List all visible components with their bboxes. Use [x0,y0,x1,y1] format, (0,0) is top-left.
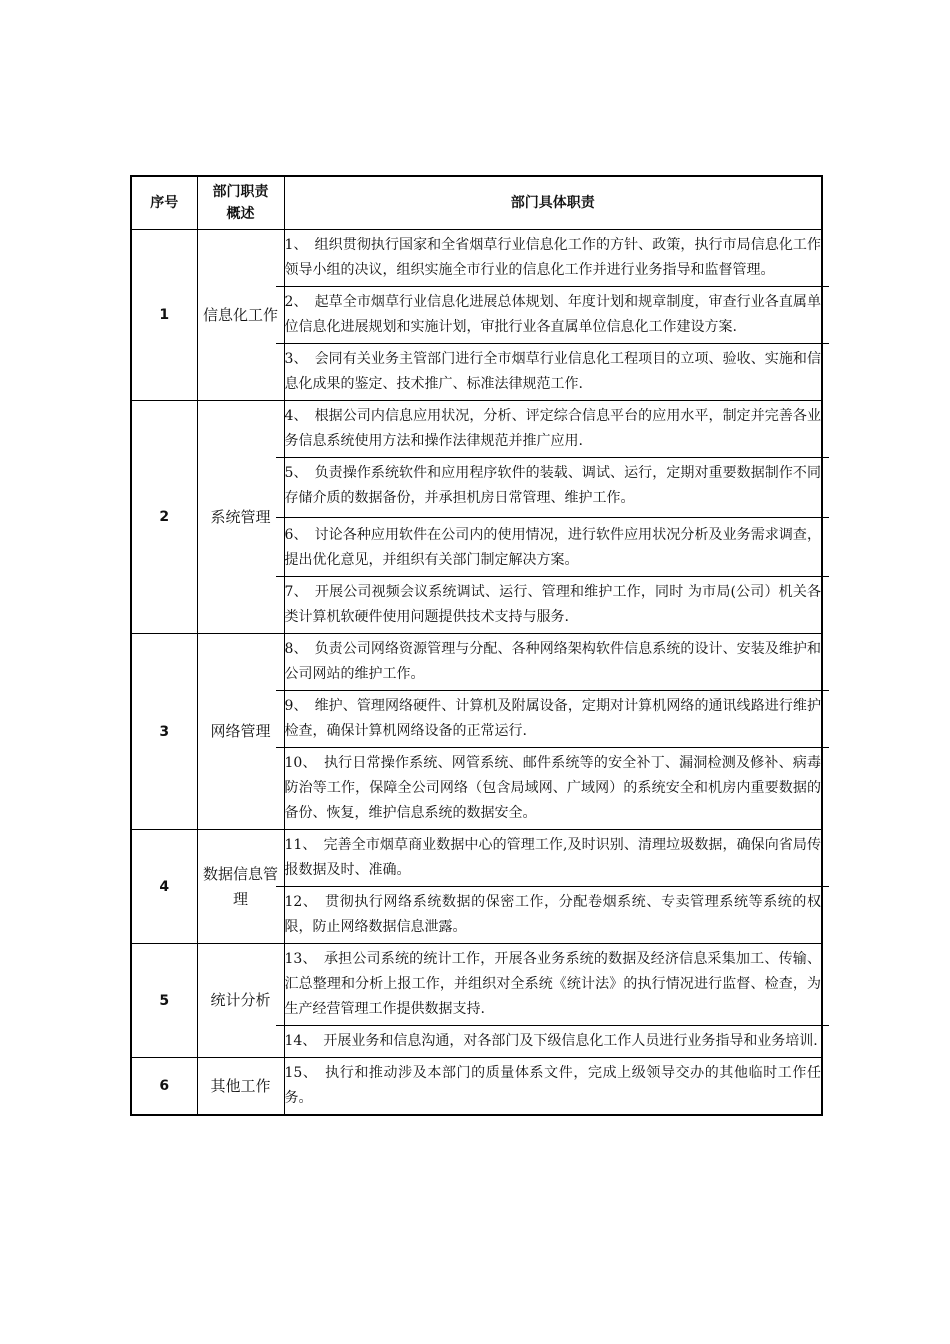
table-row [131,1058,822,1116]
table-row [131,830,822,944]
table-row [131,230,822,401]
row-details [284,830,822,944]
row-summary: 信息化工作 [197,230,284,401]
duty-item: 2、 起草全市烟草行业信息化进展总体规划、年度计划和规章制度，审查行业各直属单位信息化进展规划和实施计划，审批行业各直属单位信息化工作建设方案. [276,287,830,344]
table-row [131,944,822,1058]
row-details [284,401,822,634]
duty-item: 5、 负责操作系统软件和应用程序软件的装载、调试、运行，定期对重要数据制作不同存储介质的数据备份，并承担机房日常管理、维护工作。 [276,458,830,518]
header-no: 序号 [131,176,197,230]
row-number: 5 [131,944,197,1058]
duty-item: 13、 承担公司系统的统计工作，开展各业务系统的数据及经济信息采集加工、传输、汇总整理和分析上报工作，并组织对全系统《统计法》的执行情况进行监督、检查，为生产经营管理工作提供数据支持. [276,944,830,1026]
row-summary: 网络管理 [197,634,284,830]
duty-item: 6、 讨论各种应用软件在公司内的使用情况，进行软件应用状况分析及业务需求调查，提出优化意见，并组织有关部门制定解决方案。 [276,518,830,577]
header-detail: 部门具体职责 [284,176,822,230]
row-summary: 其他工作 [197,1058,284,1116]
row-number: 1 [131,230,197,401]
row-number: 3 [131,634,197,830]
duty-item: 12、 贯彻执行网络系统数据的保密工作，分配卷烟系统、专卖管理系统等系统的权限，防止网络数据信息泄露。 [284,894,821,935]
row-details [284,1058,822,1116]
table-row [131,401,822,634]
header-summary: 部门职责概述 [197,176,284,230]
duty-item: 11、 完善全市烟草商业数据中心的管理工作,及时识别、清理垃圾数据，确保向省局传报数据及时、准确。 [276,830,830,887]
duty-item: 9、 维护、管理网络硬件、计算机及附属设备，定期对计算机网络的通讯线路进行维护检查，确保计算机网络设备的正常运行. [276,691,830,748]
table-row [131,634,822,830]
row-number: 4 [131,830,197,944]
row-number: 6 [131,1058,197,1116]
row-summary: 数据信息管理 [197,830,284,944]
row-details [284,230,822,401]
duty-item: 10、 执行日常操作系统、网管系统、邮件系统等的安全补丁、漏洞检测及修补、病毒防治等工作，保障全公司网络（包含局域网、广域网）的系统安全和机房内重要数据的备份、恢复，维护信息系统的数据安全。 [284,755,821,821]
duty-item: 8、 负责公司网络资源管理与分配、各种网络架构软件信息系统的设计、安装及维护和公司网站的维护工作。 [276,634,830,691]
row-summary: 统计分析 [197,944,284,1058]
duty-item: 4、 根据公司内信息应用状况，分析、评定综合信息平台的应用水平，制定并完善各业务信息系统使用方法和操作法律规范并推广应用. [276,401,830,458]
duty-item: 15、 执行和推动涉及本部门的质量体系文件，完成上级领导交办的其他临时工作任务。 [284,1065,821,1106]
duty-item: 1、 组织贯彻执行国家和全省烟草行业信息化工作的方针、政策，执行市局信息化工作领导小组的决议，组织实施全市行业的信息化工作并进行业务指导和监督管理。 [276,230,830,287]
table-header-row [131,176,822,230]
duty-item: 3、 会同有关业务主管部门进行全市烟草行业信息化工程项目的立项、验收、实施和信息化成果的鉴定、技术推广、标准法律规范工作. [284,351,821,392]
duty-item: 14、 开展业务和信息沟通，对各部门及下级信息化工作人员进行业务指导和业务培训. [284,1033,818,1049]
row-details [284,944,822,1058]
row-number: 2 [131,401,197,634]
row-summary: 系统管理 [197,401,284,634]
duty-table [130,175,823,1116]
row-details [284,634,822,830]
duty-item: 7、 开展公司视频会议系统调试、运行、管理和维护工作，同时 为市局(公司）机关各类计算机软硬件使用问题提供技术支持与服务. [284,584,821,625]
